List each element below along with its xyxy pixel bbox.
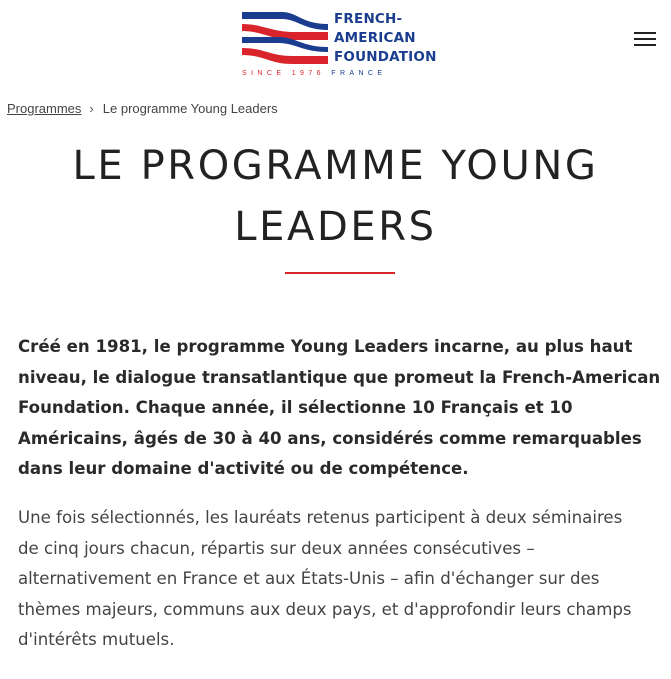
breadcrumb-link-programmes[interactable]: Programmes: [7, 101, 82, 116]
menu-bar: [634, 44, 656, 46]
title-divider: [285, 272, 395, 274]
logo-wordmark: [334, 10, 444, 67]
breadcrumb-current: Le programme Young Leaders: [102, 101, 278, 116]
logo-line-2: AMERICAN: [334, 30, 416, 46]
hamburger-icon[interactable]: [628, 26, 662, 52]
body-paragraph: Une fois sélectionnés, les lauréats retenus participent à deux séminaires de cinq jours chacun, répartis sur deux années consécutives – alternativement en France et aux États-Unis – afin d'échanger sur des thèmes majeurs, communs aux deux pays, et d'approfondir leurs champs d'intérêts mutuels.: [18, 508, 632, 649]
site-header: [0, 0, 671, 92]
flag-ribbon-icon: [242, 10, 328, 68]
logo-since: SINCE 1976: [242, 70, 325, 77]
logo-line-3: FOUNDATION: [334, 49, 437, 65]
page-title: LE PROGRAMME YOUNG LEADERS: [72, 143, 599, 250]
logo-country: FRANCE: [331, 70, 387, 77]
menu-bar: [634, 32, 656, 34]
logo-line-1: FRENCH-: [334, 11, 403, 27]
logo-tagline: [242, 70, 442, 77]
chevron-right-icon: ›: [89, 101, 94, 116]
menu-bar: [634, 38, 656, 40]
breadcrumb: [7, 101, 278, 116]
site-logo[interactable]: [242, 10, 442, 80]
intro-paragraph: Créé en 1981, le programme Young Leaders incarne, au plus haut niveau, le dialogue transatlantique que promeut la French-American Foundation. Chaque année, il sélectionne 10 Français et 10 Américains, âgés de 30 à 40 ans, considérés comme remarquables dans leur domaine d'activité ou de compétence.: [18, 337, 661, 478]
